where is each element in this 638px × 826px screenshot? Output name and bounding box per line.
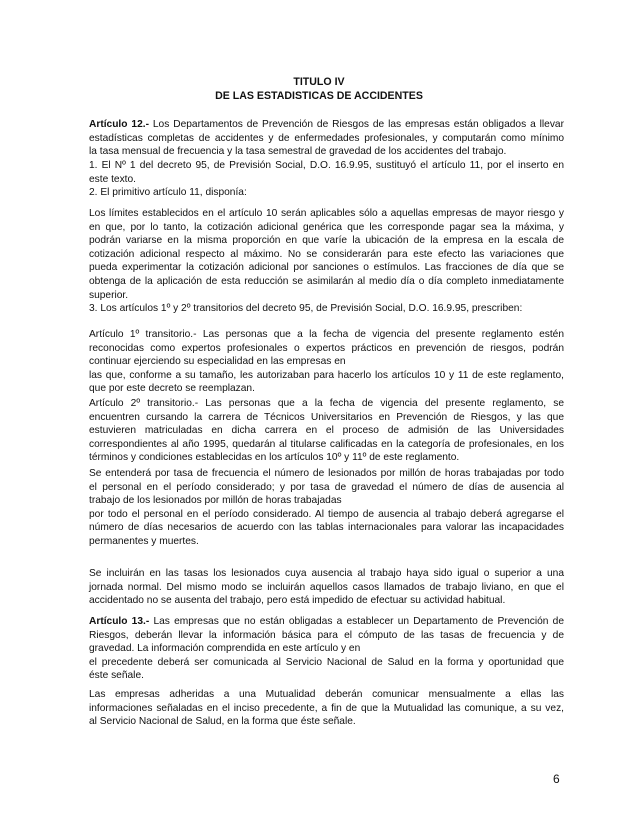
- note-line-1: 1. El Nº 1 del decreto 95, de Previsión Social, D.O. 16.9.95, sustituyó el artículo 11, por el inserto en: [89, 160, 564, 171]
- rates-line-1: Se entenderá por tasa de frecuencia el número de lesionados por millón de horas trabajadas por todo: [89, 468, 564, 479]
- trans2-line-2: encuentren cursando la carrera de Técnicos Universitarios en Prevención de Riesgos, y las que: [89, 411, 564, 423]
- trans2-line-5: términos y condiciones establecidas en los artículos 10º y 11º de este reglamento.: [89, 452, 460, 464]
- note-1-2: [89, 159, 564, 200]
- transitory-article-2: [89, 397, 564, 465]
- limits-paragraph: [89, 207, 564, 302]
- transitory-article-1: [89, 328, 564, 396]
- article-13-label: Artículo 13.-: [89, 616, 150, 627]
- article-13-line-1: Artículo 13.- Las empresas que no están obligadas a establecer un Departamento de Prevención de: [89, 616, 564, 627]
- rates-line-3: trabajo de los lesionados por millón de horas trabajadas: [89, 495, 342, 507]
- limits-line-6: obtenga de la aplicación de esta reducción se asimilarán al medio día o día completo inmediatamente: [89, 275, 564, 287]
- trans1-line-1: Artículo 1º transitorio.- Las personas que a la fecha de vigencia del presente reglamento estén: [89, 329, 564, 340]
- note-line-3: 2. El primitivo artículo 11, disponía:: [89, 187, 247, 199]
- article-13-line-3: gravedad. La información comprendida en este artículo y en: [89, 643, 361, 655]
- mutual-line-3: al Servicio Nacional de Salud, en la forma que éste señale.: [89, 716, 356, 728]
- article-13-line-5: éste señale.: [89, 670, 144, 682]
- mutual-line-1: Las empresas adheridas a una Mutualidad deberán comunicar mensualmente a ellas las: [89, 689, 564, 700]
- title-line-1: TITULO IV: [293, 76, 345, 88]
- trans1-line-5: que por este decreto se reemplazan.: [89, 383, 255, 395]
- article-13-line-4: el precedente deberá ser comunicada al Servicio Nacional de Salud en la forma y oportunidad que: [89, 656, 564, 668]
- rates-paragraph: [89, 467, 564, 549]
- page-number: 6: [553, 772, 560, 786]
- limits-line-2: en que, por lo tanto, la cotización adicional genérica que les corresponde pagar sea la máxima, y: [89, 221, 564, 233]
- rates-line-4: por todo el personal en el período considerado. Al tiempo de ausencia al trabajo deberá agregarse el: [89, 508, 564, 520]
- article-13-line-2: Riesgos, deberán llevar la información básica para el cómputo de las tasas de frecuencia y de: [89, 629, 564, 641]
- article-12: [89, 118, 564, 159]
- note-3-line: 3. Los artículos 1º y 2º transitorios del decreto 95, de Previsión Social, D.O. 16.9.95, prescriben:: [89, 303, 523, 314]
- inclusion-line-1: Se incluirán en las tasas los lesionados cuya ausencia al trabajo haya sido igual o superior a una: [89, 568, 564, 579]
- article-12-line-3: la tasa mensual de frecuencia y la tasa semestral de gravedad de los accidentes del trabajo.: [89, 146, 507, 158]
- trans2-line-1: Artículo 2º transitorio.- Las personas que a la fecha de vigencia del presente reglamento, se: [89, 398, 564, 409]
- rates-line-6: permanentes y muertes.: [89, 535, 199, 547]
- trans2-line-4: correspondientes al año 1995, quedarán al titularse calificadas en la categoría de profesionales, en los: [89, 438, 564, 450]
- title-line-2: DE LAS ESTADISTICAS DE ACCIDENTES: [215, 90, 423, 102]
- limits-line-3: podrán variarse en la misma proporción en que varíe la ubicación de la empresa en la escala de: [89, 235, 564, 247]
- trans2-line-3: estuvieren matriculadas en dicha carrera en el proceso de admisión de las Universidades: [89, 425, 564, 437]
- rates-line-5: número de días necesarios de acuerdo con las tablas internacionales para valorar las incapacidades: [89, 522, 564, 534]
- trans1-line-3: continuar ejerciendo su especialidad en las empresas en: [89, 356, 346, 368]
- limits-line-7: superior.: [89, 289, 129, 301]
- article-13: [89, 615, 564, 683]
- rates-line-2: el personal en el período considerado; y por tasa de gravedad el número de días de ausencia al: [89, 481, 564, 493]
- article-12-line-2: estadísticas completas de accidentes y de enfermedades profesionales, y computarán como mínimo: [89, 132, 564, 144]
- article-12-label: Artículo 12.-: [89, 119, 149, 130]
- limits-line-5: pueda experimentar la cotización adicional por sanciones o estímulos. Las fracciones de día que se: [89, 262, 564, 274]
- note-3: [89, 302, 564, 316]
- article-12-line-1: Artículo 12.- Los Departamentos de Prevención de Riesgos de las empresas están obligados a llevar: [89, 119, 564, 130]
- limits-line-1: Los límites establecidos en el artículo 10 serán aplicables sólo a aquellas empresas de mayor riesgo y: [89, 208, 564, 219]
- inclusion-line-3: accidentado no se ausenta del trabajo, pero está impedido de efectuar su actividad habitual.: [89, 595, 506, 607]
- limits-line-4: cotización adicional respecto al máximo. No se considerarán para este efecto las variaciones que: [89, 248, 564, 260]
- inclusion-line-2: jornada normal. Del mismo modo se incluirán aquellos casos llamados de trabajo liviano, en que el: [89, 581, 564, 593]
- note-line-2: este texto.: [89, 173, 137, 185]
- mutual-paragraph: [89, 688, 564, 729]
- trans1-line-2: reconocidas como expertos profesionales o expertos prácticos en prevención de riesgos, podrán: [89, 342, 564, 354]
- mutual-line-2: informaciones señaladas en el inciso precedente, a fin de que la Mutualidad las comunique, a su vez,: [89, 702, 564, 714]
- trans1-line-4: las que, conforme a su tamaño, les autorizaban para hacerlo los artículos 10 y 11 de este reglamento,: [89, 369, 564, 381]
- inclusion-paragraph: [89, 567, 564, 608]
